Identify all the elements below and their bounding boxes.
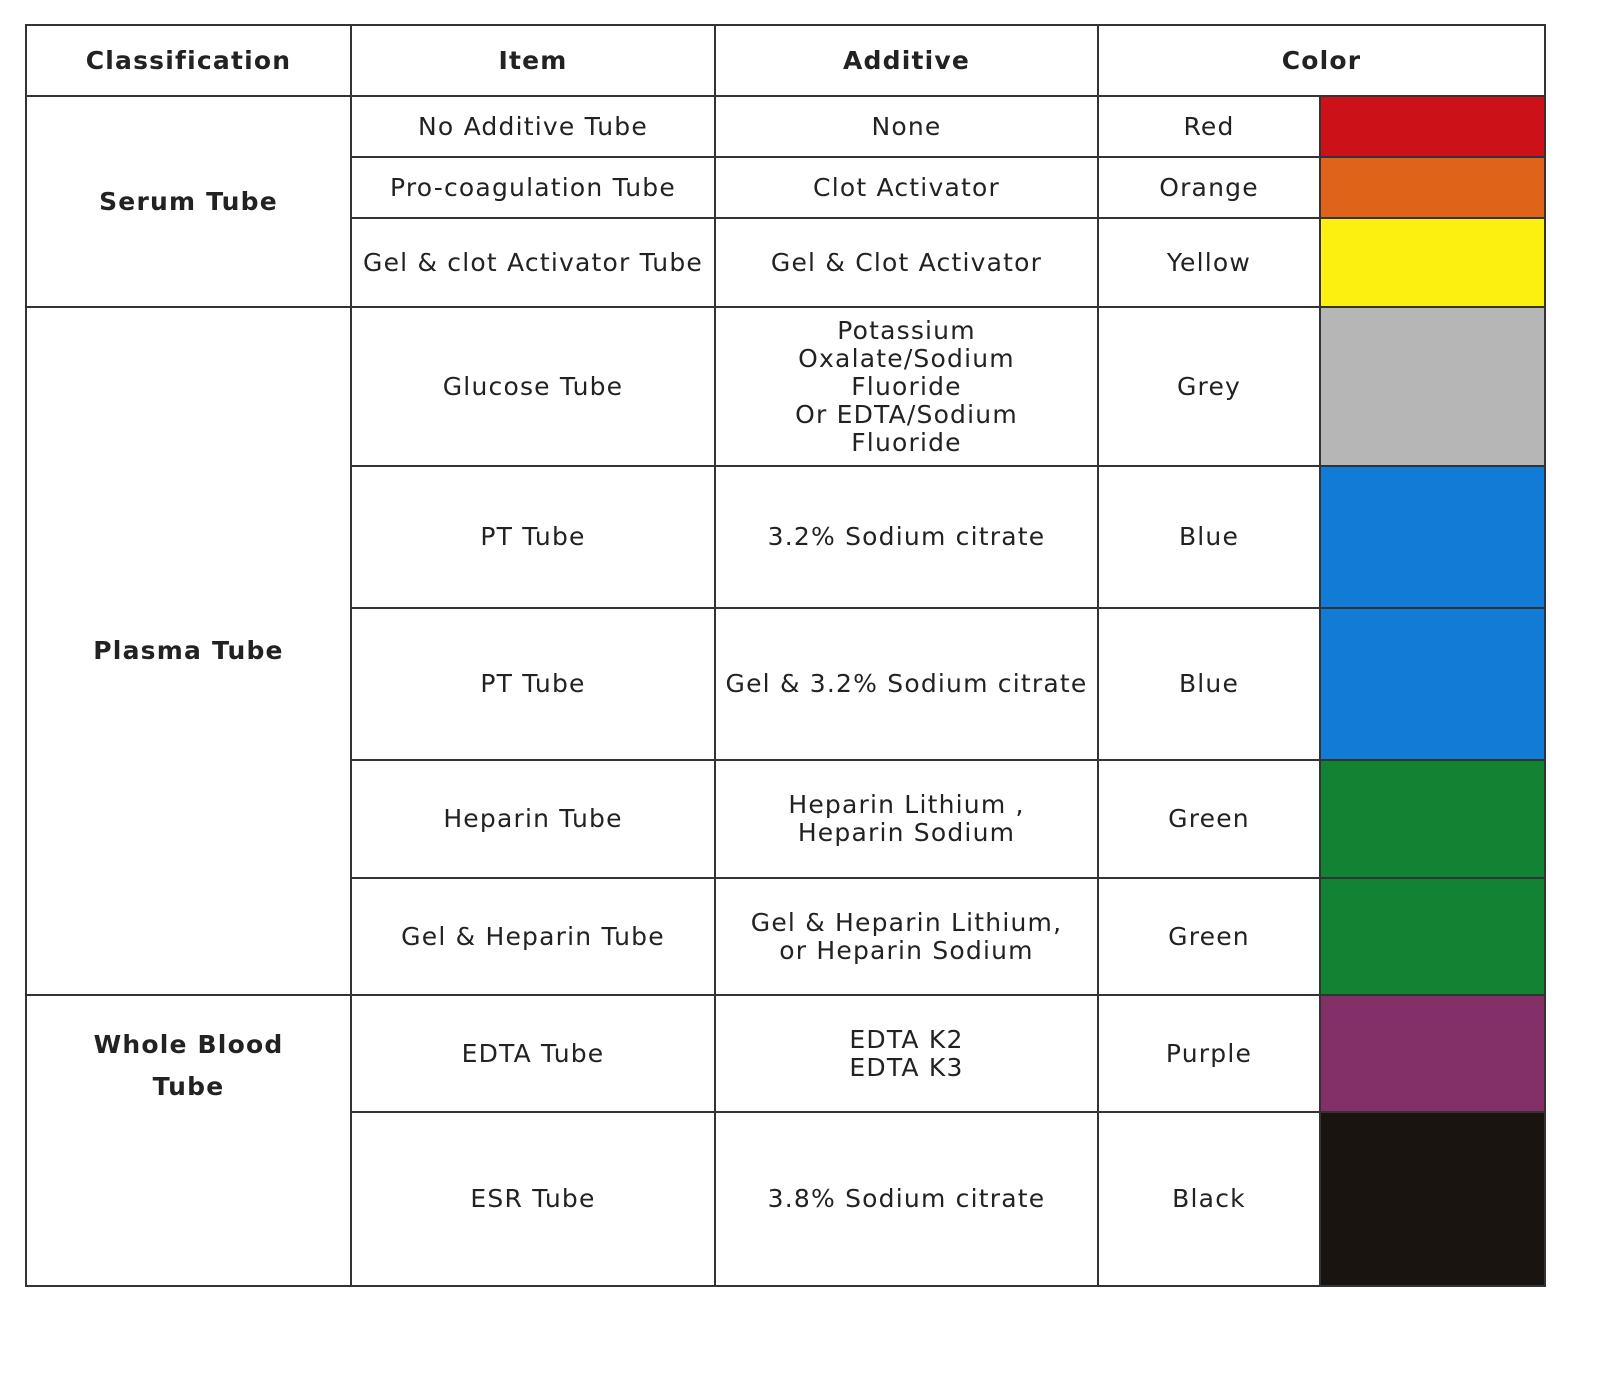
table-row — [26, 96, 1545, 157]
additive-cell: Clot Activator — [715, 157, 1098, 218]
header-item: Item — [351, 25, 715, 96]
color-swatch — [1320, 96, 1545, 157]
color-swatch — [1320, 995, 1545, 1112]
item-cell: PT Tube — [351, 466, 715, 608]
tube-color-table — [25, 24, 1546, 1287]
color-name-cell: Black — [1098, 1112, 1320, 1286]
table-row — [26, 307, 1545, 466]
additive-cell: EDTA K2 EDTA K3 — [715, 995, 1098, 1112]
item-cell: Pro-coagulation Tube — [351, 157, 715, 218]
item-cell: Heparin Tube — [351, 760, 715, 878]
color-name-cell: Red — [1098, 96, 1320, 157]
color-swatch — [1320, 1112, 1545, 1286]
additive-cell: Potassium Oxalate/Sodium Fluoride Or EDTA/Sodium Fluoride — [715, 307, 1098, 466]
item-cell: Gel & Heparin Tube — [351, 878, 715, 995]
item-cell: ESR Tube — [351, 1112, 715, 1286]
item-cell: Glucose Tube — [351, 307, 715, 466]
color-swatch — [1320, 608, 1545, 760]
color-name-cell: Yellow — [1098, 218, 1320, 307]
color-swatch — [1320, 218, 1545, 307]
color-name-cell: Blue — [1098, 466, 1320, 608]
color-name-cell: Orange — [1098, 157, 1320, 218]
color-name-cell: Purple — [1098, 995, 1320, 1112]
additive-cell: None — [715, 96, 1098, 157]
item-cell: Gel & clot Activator Tube — [351, 218, 715, 307]
color-swatch — [1320, 760, 1545, 878]
classification-plasma: Plasma Tube — [26, 307, 351, 995]
color-swatch — [1320, 878, 1545, 995]
table-row — [26, 995, 1545, 1112]
color-swatch — [1320, 307, 1545, 466]
additive-cell: Gel & Heparin Lithium, or Heparin Sodium — [715, 878, 1098, 995]
header-color: Color — [1098, 25, 1545, 96]
color-swatch — [1320, 466, 1545, 608]
additive-cell: Heparin Lithium , Heparin Sodium — [715, 760, 1098, 878]
additive-cell: 3.8% Sodium citrate — [715, 1112, 1098, 1286]
item-cell: EDTA Tube — [351, 995, 715, 1112]
color-name-cell: Green — [1098, 760, 1320, 878]
classification-serum: Serum Tube — [26, 96, 351, 307]
item-cell: No Additive Tube — [351, 96, 715, 157]
header-row — [26, 25, 1545, 96]
color-name-cell: Blue — [1098, 608, 1320, 760]
color-name-cell: Green — [1098, 878, 1320, 995]
additive-cell: Gel & 3.2% Sodium citrate — [715, 608, 1098, 760]
color-name-cell: Grey — [1098, 307, 1320, 466]
header-additive: Additive — [715, 25, 1098, 96]
additive-cell: Gel & Clot Activator — [715, 218, 1098, 307]
additive-cell: 3.2% Sodium citrate — [715, 466, 1098, 608]
classification-whole-blood: Whole Blood Tube — [26, 995, 351, 1286]
color-swatch — [1320, 157, 1545, 218]
header-classification: Classification — [26, 25, 351, 96]
item-cell: PT Tube — [351, 608, 715, 760]
